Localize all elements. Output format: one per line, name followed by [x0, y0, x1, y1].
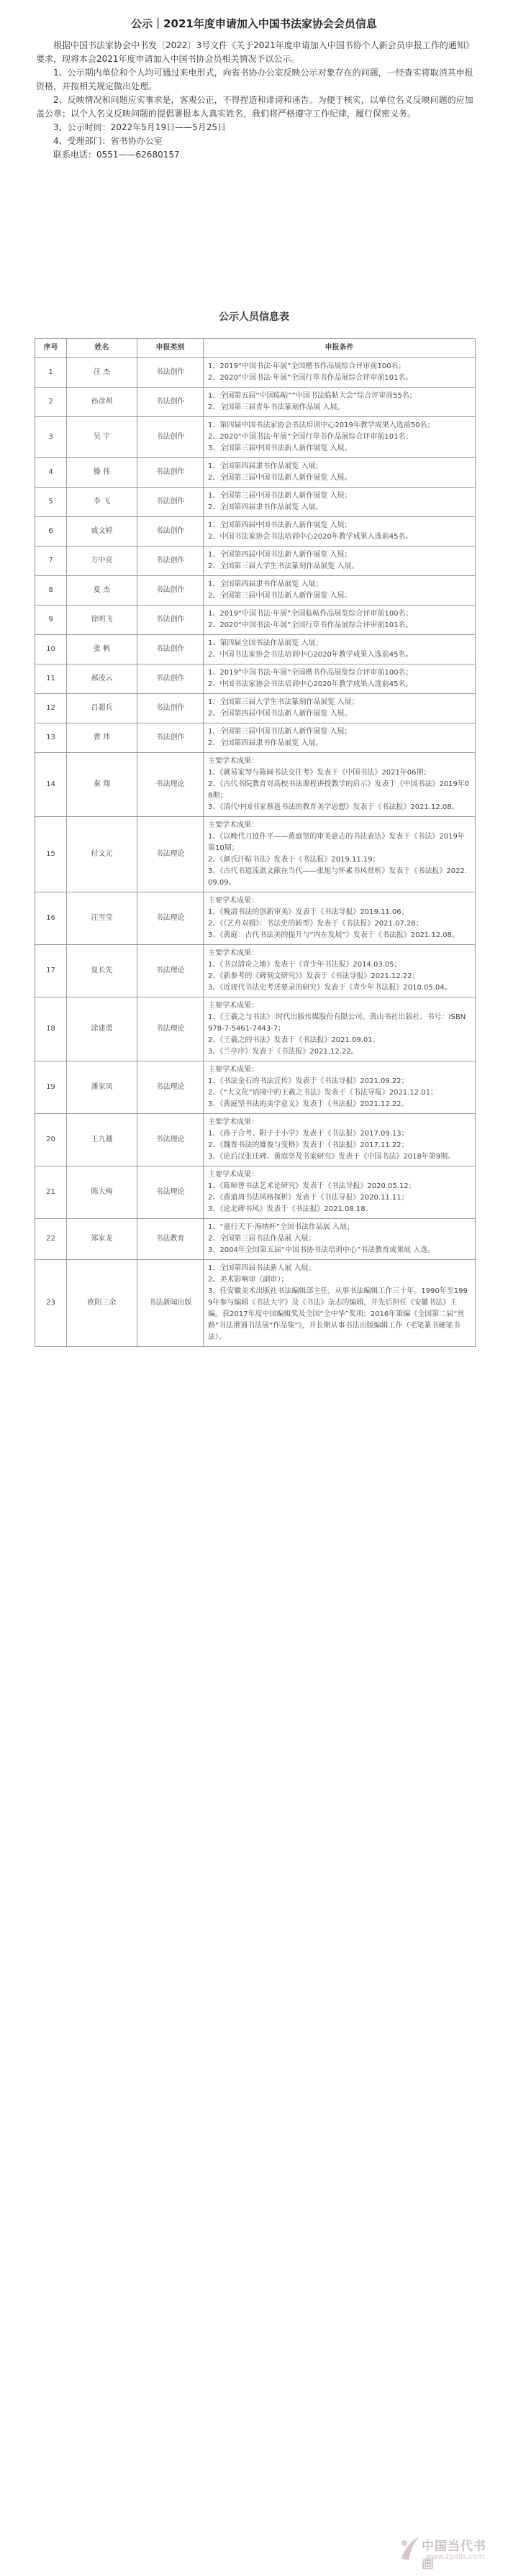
cell-name: 夏长先: [67, 945, 137, 997]
condition-line: 1、《孙子合考、附子于小学》发表于《书法报》2017.09.13；: [208, 1130, 409, 1138]
condition-line: 3、《古代书道流派文献在当代——张旭与怀素书风赏析》发表于《书法报》2022.09.09。: [208, 867, 467, 887]
cell-no: 11: [35, 664, 67, 694]
watermark-text: 中国当代书画: [422, 2539, 486, 2572]
condition-line: 1、全国第四届隶书作品展览 入展；: [208, 580, 323, 588]
condition-line: 3、2004年全国第五届“中国书协书法培训中心”书法教育成果展 入选。: [208, 1246, 435, 1254]
table-title: 公示人员信息表: [219, 311, 289, 323]
cell-category: 书法理论: [137, 1114, 204, 1166]
cell-conditions: [204, 606, 476, 635]
table-row: [35, 945, 476, 997]
cell-category: 书法理论: [137, 753, 204, 817]
cell-conditions: [204, 817, 476, 892]
cell-category: 书法理论: [137, 997, 204, 1061]
table-row: [35, 753, 476, 817]
cell-conditions: [204, 1166, 476, 1219]
cell-category: 书法创作: [137, 517, 204, 547]
cell-no: 3: [35, 417, 67, 458]
cell-conditions: [204, 576, 476, 606]
condition-line: 1、全国第三届中国书法新人新作展览 入展；: [208, 492, 352, 500]
cell-name: 李 飞: [67, 488, 137, 517]
cell-no: 1: [35, 358, 67, 388]
condition-line: 2、中国书法家协会书法培训中心2020年教学成果入选前45名。: [208, 651, 413, 659]
condition-line: 主要学术成果：: [208, 1002, 258, 1010]
cell-category: 书法创作: [137, 358, 204, 388]
condition-line: 2、《“大文化”语境中的王羲之书法》发表于《书法导报》2021.12.01；: [208, 1089, 437, 1097]
cell-name: 夏 杰: [67, 576, 137, 606]
condition-line: 3、全国第三届中国书法新人新作展览 入展。: [208, 444, 352, 452]
table-row: [35, 576, 476, 606]
notice-item-3: 3、公示时间：2022年5月19日——5月25日: [53, 122, 226, 132]
cell-category: 书法创作: [137, 694, 204, 723]
table-row: [35, 417, 476, 458]
condition-line: 3、《论北碑书风》发表于《书法报》2021.08.18。: [208, 1205, 373, 1213]
cell-no: 22: [35, 1219, 67, 1260]
condition-line: 1、2019“中国书法·年展”全国楷书作品展综合评审前100名；: [208, 362, 406, 370]
cell-name: 张 帆: [67, 635, 137, 664]
condition-line: 3、《黄庭：古代书法美的提升与“内在发展”》发表于《书法报》2021.12.08。: [208, 931, 459, 939]
notice-item-5: 联系电话：0551——62680157: [53, 150, 180, 160]
table-row: [35, 635, 476, 664]
cell-no: 14: [35, 753, 67, 817]
cell-no: 20: [35, 1114, 67, 1166]
cell-conditions: [204, 694, 476, 723]
cell-name: 王九越: [67, 1114, 137, 1166]
cell-name: 郝凌云: [67, 664, 137, 694]
condition-line: 1、2019“中国书法·年展”全国临帖作品展览综合评审前100名；: [208, 610, 413, 618]
page-title: 公示｜2021年度申请加入中国书法家协会会员信息: [131, 17, 377, 30]
header-category: 申报类别: [137, 339, 204, 358]
cell-category: 书法创作: [137, 417, 204, 458]
cell-conditions: [204, 388, 476, 417]
cell-category: 书法创作: [137, 606, 204, 635]
condition-line: 2、全国第四届隶书作品展览 入展。: [208, 503, 323, 511]
condition-line: 1、《就易家琴与陈阔书法交往考》发表于《中国书法》2021年06期；: [208, 769, 431, 777]
condition-line: 1、第四届中国书法家协会书法培训中心2019年教学成果入选前50名；: [208, 421, 435, 429]
cell-conditions: [204, 1260, 476, 1347]
cell-category: 书法创作: [137, 723, 204, 753]
notice-item-4: 4、受理部门：省书协办公室: [53, 136, 163, 146]
condition-line: 2、全国第三届青年书法篆刻作品展 入展。: [208, 403, 345, 411]
table-row: [35, 1061, 476, 1114]
cell-name: 涂建勇: [67, 997, 137, 1061]
notice-item-1: 1、公示期内单位和个人均可通过来电形式，向省书协办公室反映公示对象存在的问题，一经查实将取消其申报资格，并按相关规定做出处理。: [36, 68, 473, 91]
cell-no: 4: [35, 458, 67, 488]
cell-no: 19: [35, 1061, 67, 1114]
cell-conditions: [204, 517, 476, 547]
table-row: [35, 517, 476, 547]
cell-conditions: [204, 1114, 476, 1166]
condition-line: 1、全国第五届“中国临帖”“中国书法临帖大会”综合评审前55名；: [208, 392, 417, 400]
condition-line: 1、2019“中国书法·年展”全国楷书作品展览综合评审前100名；: [208, 669, 413, 677]
cell-conditions: [204, 945, 476, 997]
cell-category: 书法创作: [137, 635, 204, 664]
table-row: [35, 358, 476, 388]
cell-name: 滕 伟: [67, 458, 137, 488]
cell-category: 书法创作: [137, 488, 204, 517]
cell-category: 书法创作: [137, 664, 204, 694]
cell-no: 7: [35, 547, 67, 576]
cell-conditions: [204, 1061, 476, 1114]
table-row: [35, 1114, 476, 1166]
cell-category: 书法创作: [137, 458, 204, 488]
condition-line: 主要学术成果：: [208, 949, 258, 957]
table-row: [35, 388, 476, 417]
notice-text: [36, 39, 475, 162]
condition-line: 3、任安徽美术出版社书法编辑部主任，从事书法编辑工作三十年。1990年至1999年参与编辑《书法大字》及《书法》杂志的编辑，并先后担任《安徽书法》主编。获2017年度中国编辑奖及全国“全中华”奖项；2016年策编《全国第二届“丝路”书法港通书法展“作品集”》，并长期从事书法出版编辑工作（毛笔篆书硬笔书法）。: [208, 1287, 468, 1341]
condition-line: 2、全国第三届中国书法新人新作展览 入展。: [208, 592, 352, 600]
cell-no: 6: [35, 517, 67, 547]
condition-line: 主要学术成果：: [208, 1066, 258, 1074]
header-no: 序号: [35, 339, 67, 358]
header-conditions: 申报条件: [204, 339, 476, 358]
table-row: [35, 547, 476, 576]
condition-line: 主要学术成果：: [208, 1171, 258, 1179]
condition-line: 主要学术成果：: [208, 821, 258, 829]
cell-category: 书法创作: [137, 388, 204, 417]
cell-name: 陈大梅: [67, 1166, 137, 1219]
cell-category: 书法理论: [137, 892, 204, 945]
condition-line: 1、《书以清奇之地》发表于《青少年书法报》2014.03.05；: [208, 961, 402, 969]
table-body: [35, 358, 476, 1347]
cell-conditions: [204, 488, 476, 517]
cell-no: 2: [35, 388, 67, 417]
cell-category: 书法理论: [137, 1061, 204, 1114]
condition-line: 1、“童行天下·海纳杯”全国书法作品展 入展；: [208, 1223, 355, 1231]
condition-line: 3、《清代中国书家蔡邕书法的教育美学思想》发表于《书法报》2021.12.08。: [208, 803, 459, 811]
cell-conditions: [204, 417, 476, 458]
cell-name: 汪 杰: [67, 358, 137, 388]
cell-no: 8: [35, 576, 67, 606]
condition-line: 1、全国第三届大学生书法篆刻作品展览 入展；: [208, 698, 359, 706]
condition-line: 2、中国书法家协会书法培训中心2020年教学成果入选前45名。: [208, 533, 413, 541]
cell-no: 21: [35, 1166, 67, 1219]
cell-no: 17: [35, 945, 67, 997]
cell-no: 18: [35, 997, 67, 1061]
cell-category: 书法理论: [137, 1166, 204, 1219]
condition-line: 2、2020“中国书法·年展”全国行草书作品展综合评审前101名。: [208, 621, 413, 629]
watermark-url: www.zgdds.com: [426, 2553, 484, 2561]
cell-conditions: [204, 1219, 476, 1260]
cell-conditions: [204, 358, 476, 388]
cell-no: 5: [35, 488, 67, 517]
condition-line: 2、全国第四届中国书法新人新作展览 入展。: [208, 710, 352, 718]
applicant-table: [35, 338, 476, 1347]
condition-line: 2、《颜氏汗帖书法》发表于《书法报》2019.11.19；: [208, 856, 380, 864]
condition-line: 1、《晚清书法的创新审美》发表于《书法导报》2019.11.06；: [208, 908, 409, 916]
cell-conditions: [204, 892, 476, 945]
cell-no: 16: [35, 892, 67, 945]
cell-no: 12: [35, 694, 67, 723]
table-row: [35, 817, 476, 892]
condition-line: 3、《论后汉张迁碑、黄庭坚及书家研究》发表于《中国书法》2018年第9期。: [208, 1153, 455, 1161]
cell-conditions: [204, 723, 476, 753]
condition-line: 2、中国书法家协会书法培训中心2020年教学成果入选前45名。: [208, 680, 413, 688]
condition-line: 3、《近现代书法史考述要录的研究》发表于《青少年书法报》2010.05.04。: [208, 984, 452, 992]
condition-line: 1、第四届全国书法作品展览 入展；: [208, 639, 323, 647]
condition-line: 1、全国第四届书法新人展 入展；: [208, 1264, 316, 1272]
condition-line: 主要学术成果：: [208, 1118, 258, 1126]
condition-line: 1、《陈师曾书法艺术论研究》发表于《书法导报》2020.05.12；: [208, 1182, 416, 1190]
header-name: 姓名: [67, 339, 137, 358]
cell-name: 潘家凤: [67, 1061, 137, 1114]
condition-line: 2、《《艺舟双楫》：书法史的转型》发表于《书法报》2021.07.28；: [208, 920, 423, 928]
cell-name: 戚文婷: [67, 517, 137, 547]
cell-category: 书法理论: [137, 817, 204, 892]
watermark-logo-icon: [397, 2534, 422, 2563]
condition-line: 1、《王羲之与书法》 时代出版传媒股份有限公司、黄山书社出版社、书号：ISBN 978-7-5461-7443-7；: [208, 1013, 466, 1033]
table-row: [35, 997, 476, 1061]
cell-conditions: [204, 458, 476, 488]
condition-line: 2、全国第四届隶书作品展览 入展。: [208, 739, 323, 747]
cell-name: 付文元: [67, 817, 137, 892]
condition-line: 主要学术成果：: [208, 757, 258, 765]
condition-line: 1、全国第四届隶书作品展览 入展；: [208, 462, 323, 470]
condition-line: 3、《兰亭序》发表于《书法报》2021.12.22。: [208, 1048, 358, 1056]
cell-no: 10: [35, 635, 67, 664]
table-header-row: [35, 339, 476, 358]
condition-line: 2、美术影响审（副审）；: [208, 1276, 289, 1284]
cell-no: 9: [35, 606, 67, 635]
cell-name: 吕超兵: [67, 694, 137, 723]
condition-line: 1、全国第三届中国书法新人新作展览 入展；: [208, 728, 352, 736]
condition-line: 主要学术成果：: [208, 897, 258, 905]
condition-line: 3、《黄庭坚书法的美学意义》发表于《书法报》2021.12.22。: [208, 1100, 409, 1108]
watermark: [397, 2531, 498, 2572]
cell-name: 方中亮: [67, 547, 137, 576]
table-row: [35, 606, 476, 635]
cell-name: 徐明飞: [67, 606, 137, 635]
cell-conditions: [204, 753, 476, 817]
condition-line: 1、全国第四届中国书法新人新作展览 入展；: [208, 551, 352, 559]
cell-name: 曹 玮: [67, 723, 137, 753]
table-row: [35, 694, 476, 723]
cell-conditions: [204, 664, 476, 694]
notice-item-2: 2、反映情况和问题应实事求是，客观公正，不得捏造和诽谤和诬告。为便于核实，以单位名义反映问题的应加盖公章；以个人名义反映问题的提倡署报本人真实姓名，我们将严格遵守工作纪律，履行保密义务。: [36, 95, 473, 119]
cell-name: 汪雪莹: [67, 892, 137, 945]
table-row: [35, 1166, 476, 1219]
table-row: [35, 458, 476, 488]
cell-name: 郑家龙: [67, 1219, 137, 1260]
condition-line: 2、全国第三届书法作品展 入展；: [208, 1235, 316, 1243]
cell-category: 书法创作: [137, 576, 204, 606]
condition-line: 2、2020“中国书法·年展”全国行草书作品展综合评审前101名；: [208, 433, 413, 441]
table-row: [35, 892, 476, 945]
table-row: [35, 664, 476, 694]
table-row: [35, 1219, 476, 1260]
cell-name: 吴 宇: [67, 417, 137, 458]
condition-line: 2、《新参考的《碑刻文研究》》发表于《书法导报》2021.12.22；: [208, 972, 419, 980]
cell-category: 书法创作: [137, 547, 204, 576]
condition-line: 2、全国第三届中国书法新人新作展览 入展。: [208, 474, 352, 482]
cell-no: 13: [35, 723, 67, 753]
table-row: [35, 723, 476, 753]
condition-line: 2、《王羲之的书法》发表于《书法报》2021.09.01；: [208, 1036, 380, 1044]
condition-line: 2、2020“中国书法·年展”全国行草书作品展综合评审前101名。: [208, 374, 413, 382]
cell-name: 欧阳三余: [67, 1260, 137, 1347]
cell-category: 书法理论: [137, 945, 204, 997]
condition-line: 2、《黄道周书法风格探析》发表于《书法导报》2020.11.11；: [208, 1194, 409, 1202]
condition-line: 1、《以晚代刀迹作平——黄庭坚的审美意志的书法表达》发表于《书法》2019年第10期；: [208, 833, 465, 852]
cell-name: 孙彦祺: [67, 388, 137, 417]
cell-category: 书法教育: [137, 1219, 204, 1260]
condition-line: 2、《魏晋书法的雄俊与变格》发表于《书法报》2017.11.22；: [208, 1141, 409, 1149]
cell-conditions: [204, 997, 476, 1061]
cell-no: 23: [35, 1260, 67, 1347]
condition-line: 1、《书法金石的书法宣传》发表于《书法导报》2021.09.22；: [208, 1077, 409, 1085]
table-row: [35, 1260, 476, 1347]
cell-no: 15: [35, 817, 67, 892]
notice-intro: 根据中国书法家协会中书发〔2022〕3号文件《关于2021年度申请加入中国书协个人新会员申报工作的通知》要求，现将本会2021年度申请加入中国书协会员相关情况予以公示。: [36, 40, 474, 64]
condition-line: 1、全国第四届中国书法新人新作展览 入展；: [208, 521, 352, 529]
cell-category: 书法新闻出版: [137, 1260, 204, 1347]
table-row: [35, 488, 476, 517]
cell-conditions: [204, 635, 476, 664]
cell-name: 秦 翔: [67, 753, 137, 817]
condition-line: 2、全国第三届大学生书法篆刻作品展览 入展。: [208, 562, 359, 570]
cell-conditions: [204, 547, 476, 576]
condition-line: 2、《古代书院教育对高校书法课程讲授教学的启示》发表于《中国书法》2019年08期；: [208, 780, 470, 800]
